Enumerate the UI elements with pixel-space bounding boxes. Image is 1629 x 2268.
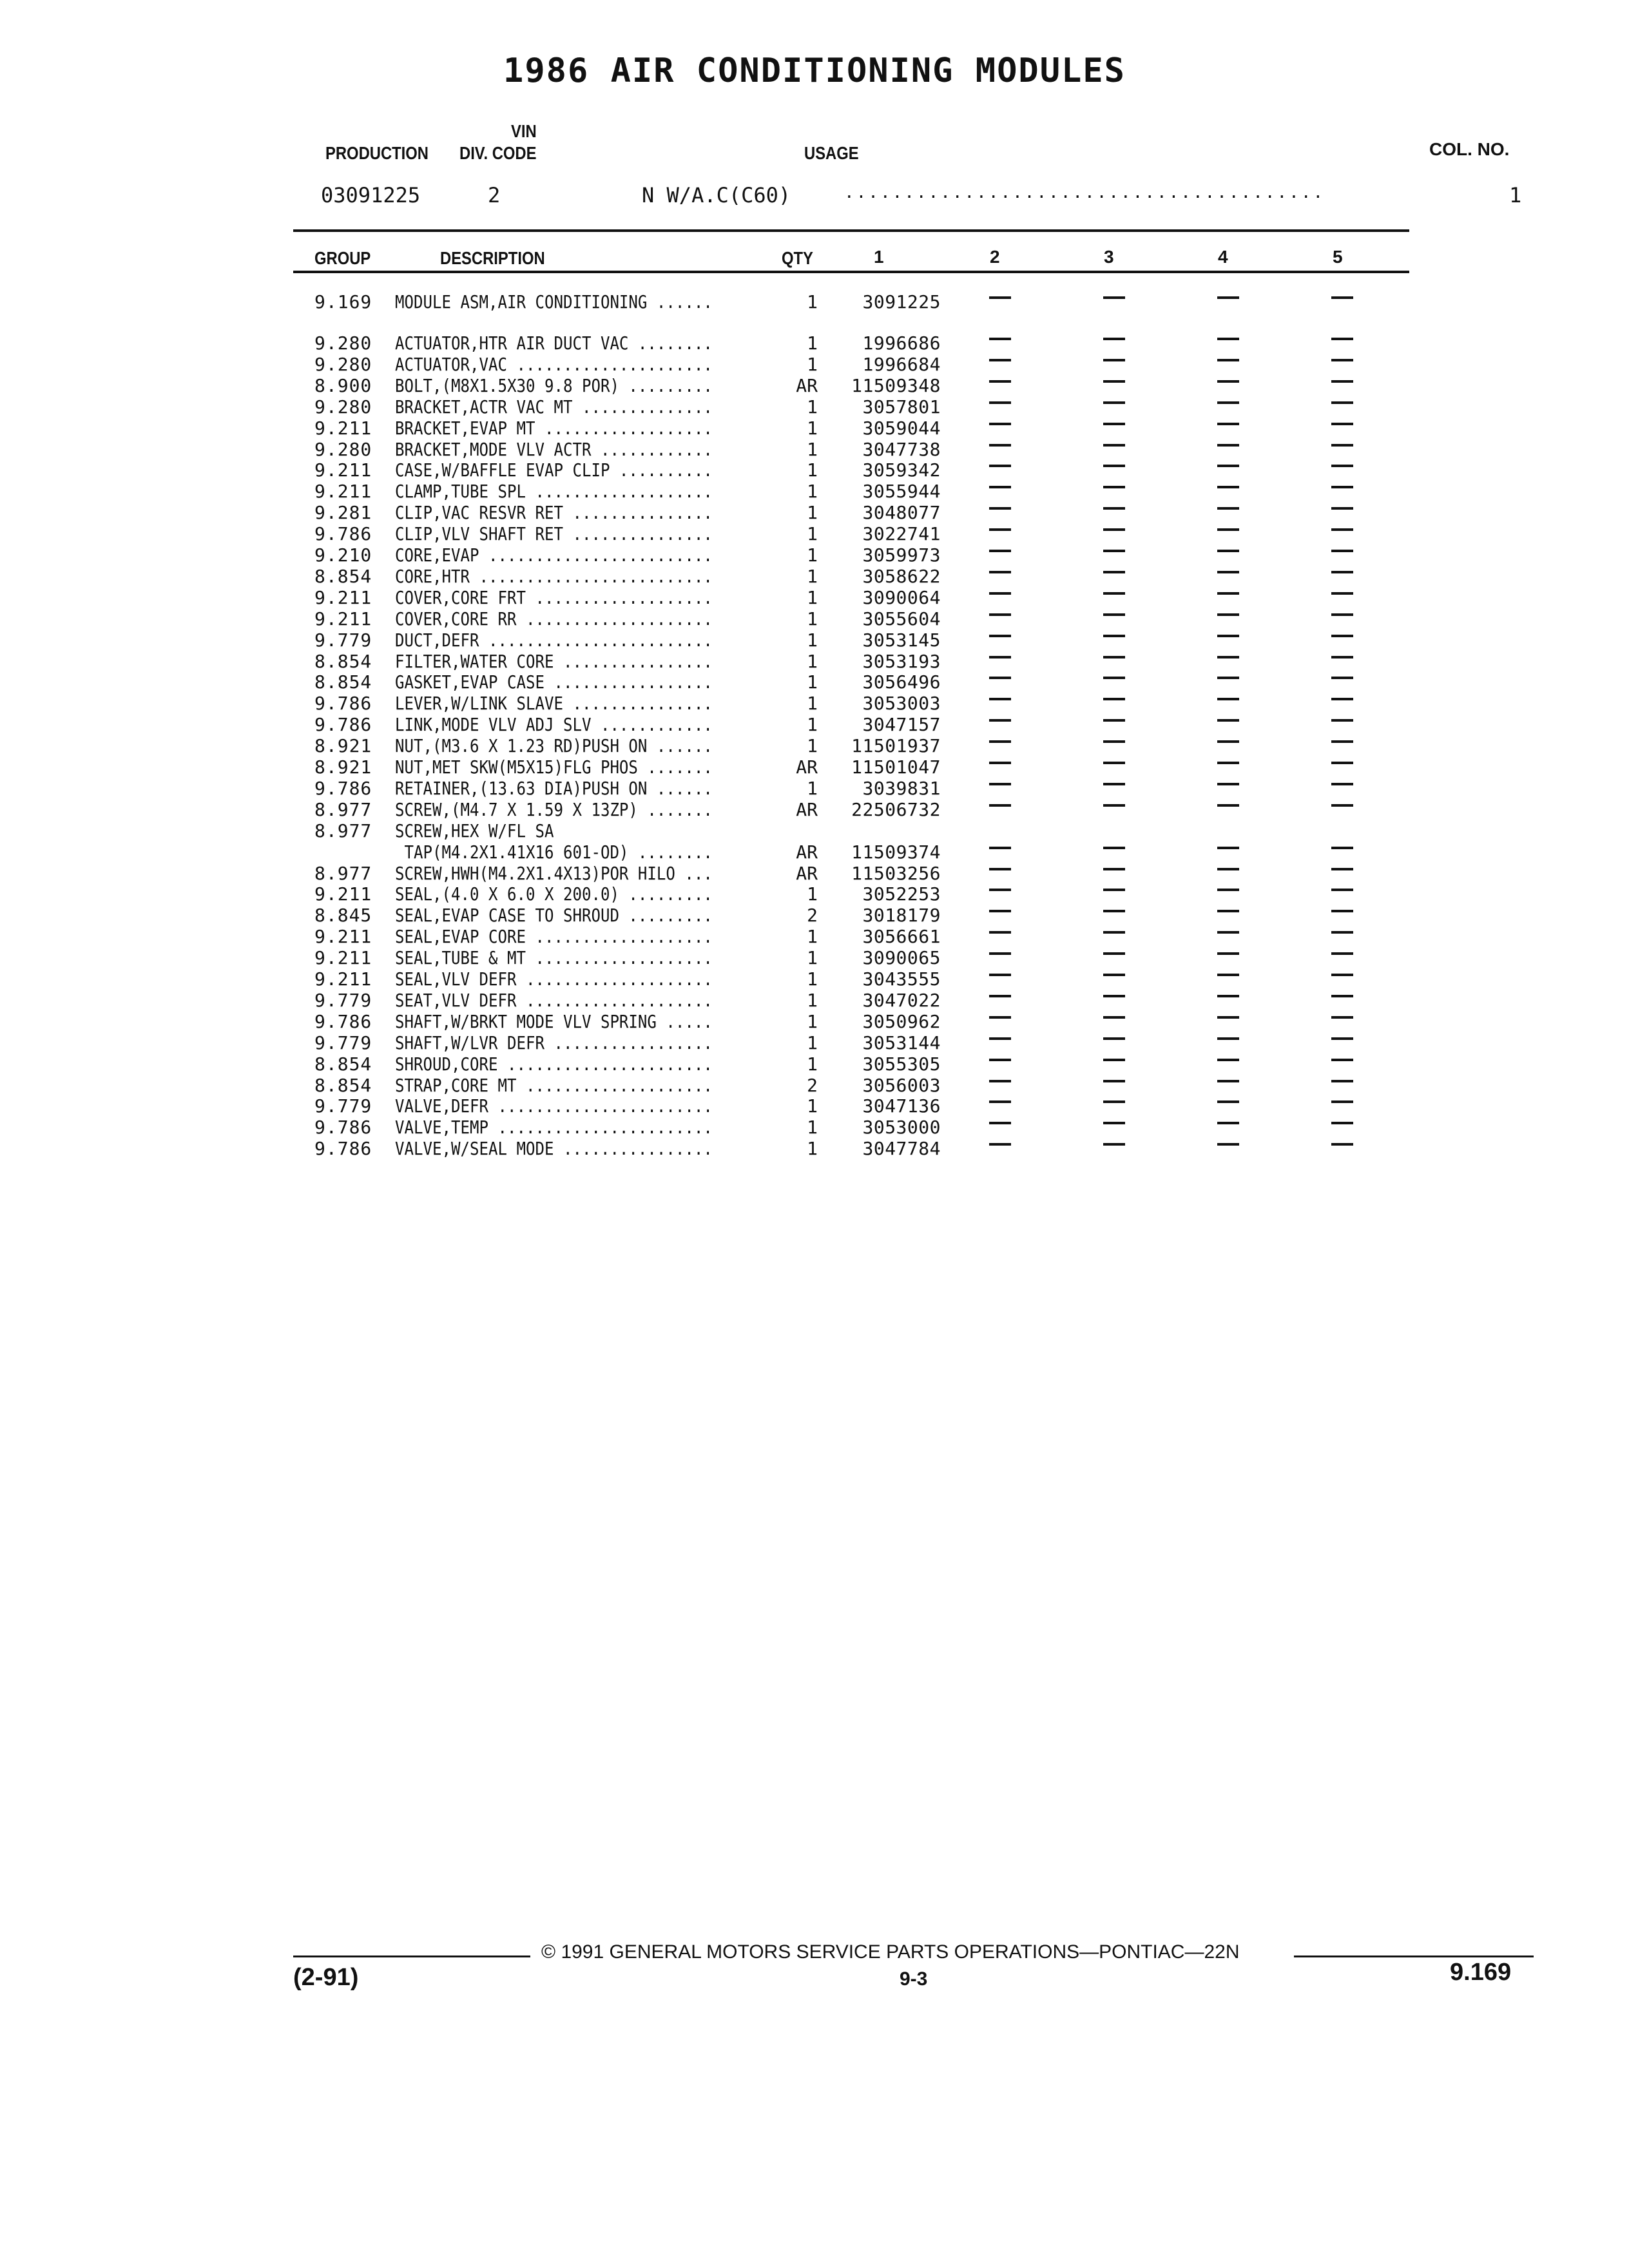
qty-cell: 1 — [807, 1138, 818, 1160]
part-number-cell: 3053000 — [862, 1117, 941, 1139]
description-cell: COVER,CORE RR .................... — [395, 608, 713, 629]
table-row — [0, 968, 1629, 990]
table-row — [0, 756, 1629, 778]
qty-cell: 1 — [807, 629, 818, 651]
table-row — [0, 566, 1629, 587]
group-cell: 9.786 — [314, 1138, 372, 1160]
group-cell: 8.845 — [314, 905, 372, 927]
table-row — [0, 1053, 1629, 1075]
group-cell: 9.211 — [314, 586, 372, 608]
table-row — [0, 439, 1629, 460]
part-number-cell: 3048077 — [862, 502, 941, 524]
part-number-cell: 3056003 — [862, 1074, 941, 1096]
page-title: 1986 AIR CONDITIONING MODULES — [503, 52, 1126, 90]
part-number-cell: 3058622 — [862, 565, 941, 587]
div-code-header: DIV. CODE — [459, 143, 537, 163]
footer-rule-left — [293, 1956, 530, 1957]
group-cell: 8.921 — [314, 735, 372, 757]
description-cell: BOLT,(M8X1.5X30 9.8 POR) ......... — [395, 374, 713, 396]
group-cell: 8.977 — [314, 820, 372, 841]
part-number-cell: 11503256 — [851, 862, 941, 884]
description-cell: NUT,MET SKW(M5X15)FLG PHOS ....... — [395, 756, 713, 778]
group-cell: 9.280 — [314, 353, 372, 375]
table-row — [0, 481, 1629, 502]
table-row — [0, 1032, 1629, 1053]
table-row — [0, 651, 1629, 672]
description-cell: BRACKET,ACTR VAC MT .............. — [395, 396, 713, 418]
description-cell: CLIP,VLV SHAFT RET ............... — [395, 523, 713, 545]
group-cell: 8.854 — [314, 565, 372, 587]
group-cell: 9.211 — [314, 459, 372, 481]
group-cell: 9.211 — [314, 608, 372, 629]
qty-cell: 1 — [807, 396, 818, 418]
part-number-cell: 3055944 — [862, 481, 941, 503]
section-number: 9.169 — [1450, 1959, 1512, 1986]
usage-leader: ........................................ — [844, 183, 1325, 202]
qty-header: QTY — [782, 248, 813, 268]
group-cell: 9.280 — [314, 396, 372, 418]
part-number-cell: 1996686 — [862, 332, 941, 354]
copyright-text: © 1991 GENERAL MOTORS SERVICE PARTS OPERATIONS—PONTIAC—22N — [541, 1941, 1240, 1963]
description-cell: SCREW,HEX W/FL SA — [395, 820, 554, 841]
qty-cell: 1 — [807, 989, 818, 1011]
part-number-cell: 3057801 — [862, 396, 941, 418]
group-cell: 9.210 — [314, 544, 372, 566]
part-number-cell: 3053144 — [862, 1032, 941, 1053]
description-cell: GASKET,EVAP CASE ................. — [395, 671, 713, 693]
part-number-cell: 3090065 — [862, 947, 941, 969]
qty-cell: 1 — [807, 291, 818, 312]
qty-cell: AR — [796, 756, 818, 778]
part-number-cell: 3053003 — [862, 693, 941, 715]
group-cell: 9.779 — [314, 989, 372, 1011]
col-no-header: COL. NO. — [1429, 139, 1510, 159]
part-number-cell: 3059044 — [862, 417, 941, 439]
part-number-cell: 1996684 — [862, 353, 941, 375]
table-row — [0, 1117, 1629, 1138]
col-2-header: 2 — [990, 247, 1000, 267]
qty-cell: 1 — [807, 650, 818, 672]
part-number-cell: 3043555 — [862, 968, 941, 990]
group-cell: 9.779 — [314, 1032, 372, 1053]
part-number-cell: 3055305 — [862, 1053, 941, 1075]
vin-header: VIN — [511, 121, 537, 141]
footer-rule-right — [1294, 1956, 1534, 1957]
table-row — [0, 354, 1629, 375]
table-row — [0, 863, 1629, 884]
table-row — [0, 735, 1629, 756]
description-cell: BRACKET,MODE VLV ACTR ............ — [395, 438, 713, 460]
group-header: GROUP — [314, 248, 371, 268]
usage-production: 03091225 — [321, 183, 421, 207]
table-row — [0, 1095, 1629, 1117]
qty-cell: 1 — [807, 608, 818, 629]
qty-cell: 1 — [807, 586, 818, 608]
description-cell: RETAINER,(13.63 DIA)PUSH ON ...... — [395, 777, 713, 799]
qty-cell: 1 — [807, 544, 818, 566]
group-cell: 9.786 — [314, 714, 372, 736]
qty-cell: 1 — [807, 671, 818, 693]
part-number-cell: 3047136 — [862, 1095, 941, 1117]
description-cell: DUCT,DEFR ........................ — [395, 629, 713, 651]
group-cell: 8.900 — [314, 374, 372, 396]
table-row — [0, 291, 1629, 312]
table-row — [0, 778, 1629, 799]
description-cell: STRAP,CORE MT .................... — [395, 1074, 713, 1096]
group-cell: 9.786 — [314, 1117, 372, 1139]
qty-cell: AR — [796, 841, 818, 863]
part-number-cell: 3047157 — [862, 714, 941, 736]
table-row — [0, 587, 1629, 608]
group-cell: 8.854 — [314, 1053, 372, 1075]
part-number-cell: 3053145 — [862, 629, 941, 651]
part-number-cell: 3047738 — [862, 438, 941, 460]
qty-cell: 1 — [807, 714, 818, 736]
group-cell: 9.211 — [314, 968, 372, 990]
group-cell: 9.281 — [314, 502, 372, 524]
group-cell: 9.280 — [314, 332, 372, 354]
description-cell: FILTER,WATER CORE ................ — [395, 650, 713, 672]
table-row — [0, 671, 1629, 693]
table-row — [0, 523, 1629, 544]
qty-cell: 1 — [807, 523, 818, 545]
group-cell: 8.977 — [314, 862, 372, 884]
table-row — [0, 1138, 1629, 1159]
part-number-cell: 11509374 — [851, 841, 941, 863]
part-number-cell: 3056661 — [862, 926, 941, 948]
description-cell: MODULE ASM,AIR CONDITIONING ...... — [395, 291, 713, 312]
group-cell: 9.169 — [314, 291, 372, 312]
description-cell: SEAL,EVAP CASE TO SHROUD ......... — [395, 905, 713, 927]
group-cell: 8.854 — [314, 1074, 372, 1096]
qty-cell: 1 — [807, 926, 818, 948]
part-number-cell: 22506732 — [851, 798, 941, 820]
table-row — [0, 841, 1629, 863]
table-header-divider — [293, 271, 1409, 273]
description-cell: SEAL,TUBE & MT ................... — [395, 947, 713, 969]
table-row — [0, 502, 1629, 523]
qty-cell: 1 — [807, 481, 818, 503]
table-row — [0, 883, 1629, 905]
col-4-header: 4 — [1218, 247, 1228, 267]
group-cell: 8.854 — [314, 671, 372, 693]
qty-cell: AR — [796, 798, 818, 820]
description-cell: CLAMP,TUBE SPL ................... — [395, 481, 713, 503]
qty-cell: 1 — [807, 565, 818, 587]
group-cell: 8.854 — [314, 650, 372, 672]
table-row — [0, 418, 1629, 439]
part-number-cell: 3056496 — [862, 671, 941, 693]
description-header: DESCRIPTION — [440, 248, 545, 268]
description-cell: SCREW,(M4.7 X 1.59 X 13ZP) ....... — [395, 798, 713, 820]
qty-cell: 1 — [807, 353, 818, 375]
description-cell: LEVER,W/LINK SLAVE ............... — [395, 693, 713, 715]
usage-div: 2 — [488, 183, 501, 207]
description-cell: CLIP,VAC RESVR RET ............... — [395, 502, 713, 524]
table-row — [0, 799, 1629, 820]
table-row — [0, 459, 1629, 481]
description-cell: VALVE,TEMP ....................... — [395, 1117, 713, 1139]
table-row — [0, 332, 1629, 354]
group-cell: 9.779 — [314, 629, 372, 651]
part-number-cell: 3050962 — [862, 1010, 941, 1032]
qty-cell: 2 — [807, 905, 818, 927]
part-number-cell: 3022741 — [862, 523, 941, 545]
page-number: 9-3 — [900, 1968, 928, 1990]
part-number-cell: 3047784 — [862, 1138, 941, 1160]
part-number-cell: 3090064 — [862, 586, 941, 608]
part-number-cell: 3055604 — [862, 608, 941, 629]
production-header: PRODUCTION — [325, 143, 429, 163]
table-row — [0, 926, 1629, 947]
col-3-header: 3 — [1104, 247, 1114, 267]
qty-cell: 2 — [807, 1074, 818, 1096]
group-cell: 8.977 — [314, 798, 372, 820]
part-number-cell: 3059973 — [862, 544, 941, 566]
description-cell: SCREW,HWH(M4.2X1.4X13)POR HILO ... — [395, 862, 713, 884]
description-cell: SEAL,(4.0 X 6.0 X 200.0) ......... — [395, 883, 713, 905]
table-row — [0, 629, 1629, 651]
description-cell: SHAFT,W/LVR DEFR ................. — [395, 1032, 713, 1053]
table-row — [0, 544, 1629, 566]
table-row — [0, 990, 1629, 1011]
qty-cell: 1 — [807, 332, 818, 354]
qty-cell: 1 — [807, 693, 818, 715]
table-row — [0, 608, 1629, 629]
description-cell: SEAL,VLV DEFR .................... — [395, 968, 713, 990]
qty-cell: 1 — [807, 1053, 818, 1075]
qty-cell: AR — [796, 862, 818, 884]
qty-cell: 1 — [807, 968, 818, 990]
description-cell: NUT,(M3.6 X 1.23 RD)PUSH ON ...... — [395, 735, 713, 757]
table-row — [0, 693, 1629, 714]
col-5-header: 5 — [1333, 247, 1343, 267]
group-cell: 9.211 — [314, 926, 372, 948]
part-number-cell: 3053193 — [862, 650, 941, 672]
group-cell: 8.921 — [314, 756, 372, 778]
description-cell: VALVE,DEFR ....................... — [395, 1095, 713, 1117]
description-cell: LINK,MODE VLV ADJ SLV ............ — [395, 714, 713, 736]
qty-cell: 1 — [807, 502, 818, 524]
qty-cell: 1 — [807, 417, 818, 439]
part-number-cell: 3091225 — [862, 291, 941, 312]
header-divider — [293, 229, 1409, 232]
part-number-cell: 3059342 — [862, 459, 941, 481]
description-cell: SHAFT,W/BRKT MODE VLV SPRING ..... — [395, 1010, 713, 1032]
table-row — [0, 1075, 1629, 1096]
usage-col: 1 — [1509, 183, 1522, 207]
group-cell: 9.211 — [314, 947, 372, 969]
group-cell: 9.211 — [314, 417, 372, 439]
description-cell: SEAT,VLV DEFR .................... — [395, 989, 713, 1011]
qty-cell: 1 — [807, 1117, 818, 1139]
description-cell: BRACKET,EVAP MT .................. — [395, 417, 713, 439]
qty-cell: 1 — [807, 777, 818, 799]
table-row — [0, 714, 1629, 735]
qty-cell: 1 — [807, 735, 818, 757]
table-row — [0, 375, 1629, 396]
group-cell: 9.211 — [314, 481, 372, 503]
qty-cell: 1 — [807, 883, 818, 905]
description-cell: VALVE,W/SEAL MODE ................ — [395, 1138, 713, 1160]
group-cell: 9.786 — [314, 1010, 372, 1032]
group-cell: 9.786 — [314, 777, 372, 799]
qty-cell: 1 — [807, 438, 818, 460]
description-cell: CORE,EVAP ........................ — [395, 544, 713, 566]
part-number-cell: 3039831 — [862, 777, 941, 799]
description-cell: CASE,W/BAFFLE EVAP CLIP .......... — [395, 459, 713, 481]
part-number-cell: 3047022 — [862, 989, 941, 1011]
description-cell: TAP(M4.2X1.41X16 601-OD) ........ — [395, 841, 713, 863]
qty-cell: 1 — [807, 1095, 818, 1117]
qty-cell: 1 — [807, 947, 818, 969]
description-cell: ACTUATOR,HTR AIR DUCT VAC ........ — [395, 332, 713, 354]
table-row — [0, 1011, 1629, 1032]
group-cell: 9.280 — [314, 438, 372, 460]
qty-cell: AR — [796, 374, 818, 396]
part-number-cell: 11501047 — [851, 756, 941, 778]
description-cell: SEAL,EVAP CORE ................... — [395, 926, 713, 948]
col-1-header: 1 — [874, 247, 884, 267]
part-number-cell: 3018179 — [862, 905, 941, 927]
qty-cell: 1 — [807, 459, 818, 481]
description-cell: CORE,HTR ......................... — [395, 565, 713, 587]
table-row — [0, 820, 1629, 841]
qty-cell: 1 — [807, 1032, 818, 1053]
group-cell: 9.786 — [314, 523, 372, 545]
description-cell: SHROUD,CORE ...................... — [395, 1053, 713, 1075]
part-number-cell: 3052253 — [862, 883, 941, 905]
part-number-cell: 11501937 — [851, 735, 941, 757]
group-cell: 9.786 — [314, 693, 372, 715]
table-row — [0, 905, 1629, 926]
group-cell: 9.779 — [314, 1095, 372, 1117]
table-row — [0, 947, 1629, 968]
usage-text: N W/A.C(C60) — [642, 183, 791, 207]
group-cell: 9.211 — [314, 883, 372, 905]
table-row — [0, 396, 1629, 418]
part-number-cell: 11509348 — [851, 374, 941, 396]
qty-cell: 1 — [807, 1010, 818, 1032]
revision-date: (2-91) — [293, 1964, 359, 1991]
description-cell: COVER,CORE FRT ................... — [395, 586, 713, 608]
description-cell: ACTUATOR,VAC ..................... — [395, 353, 713, 375]
usage-header: USAGE — [804, 143, 859, 163]
